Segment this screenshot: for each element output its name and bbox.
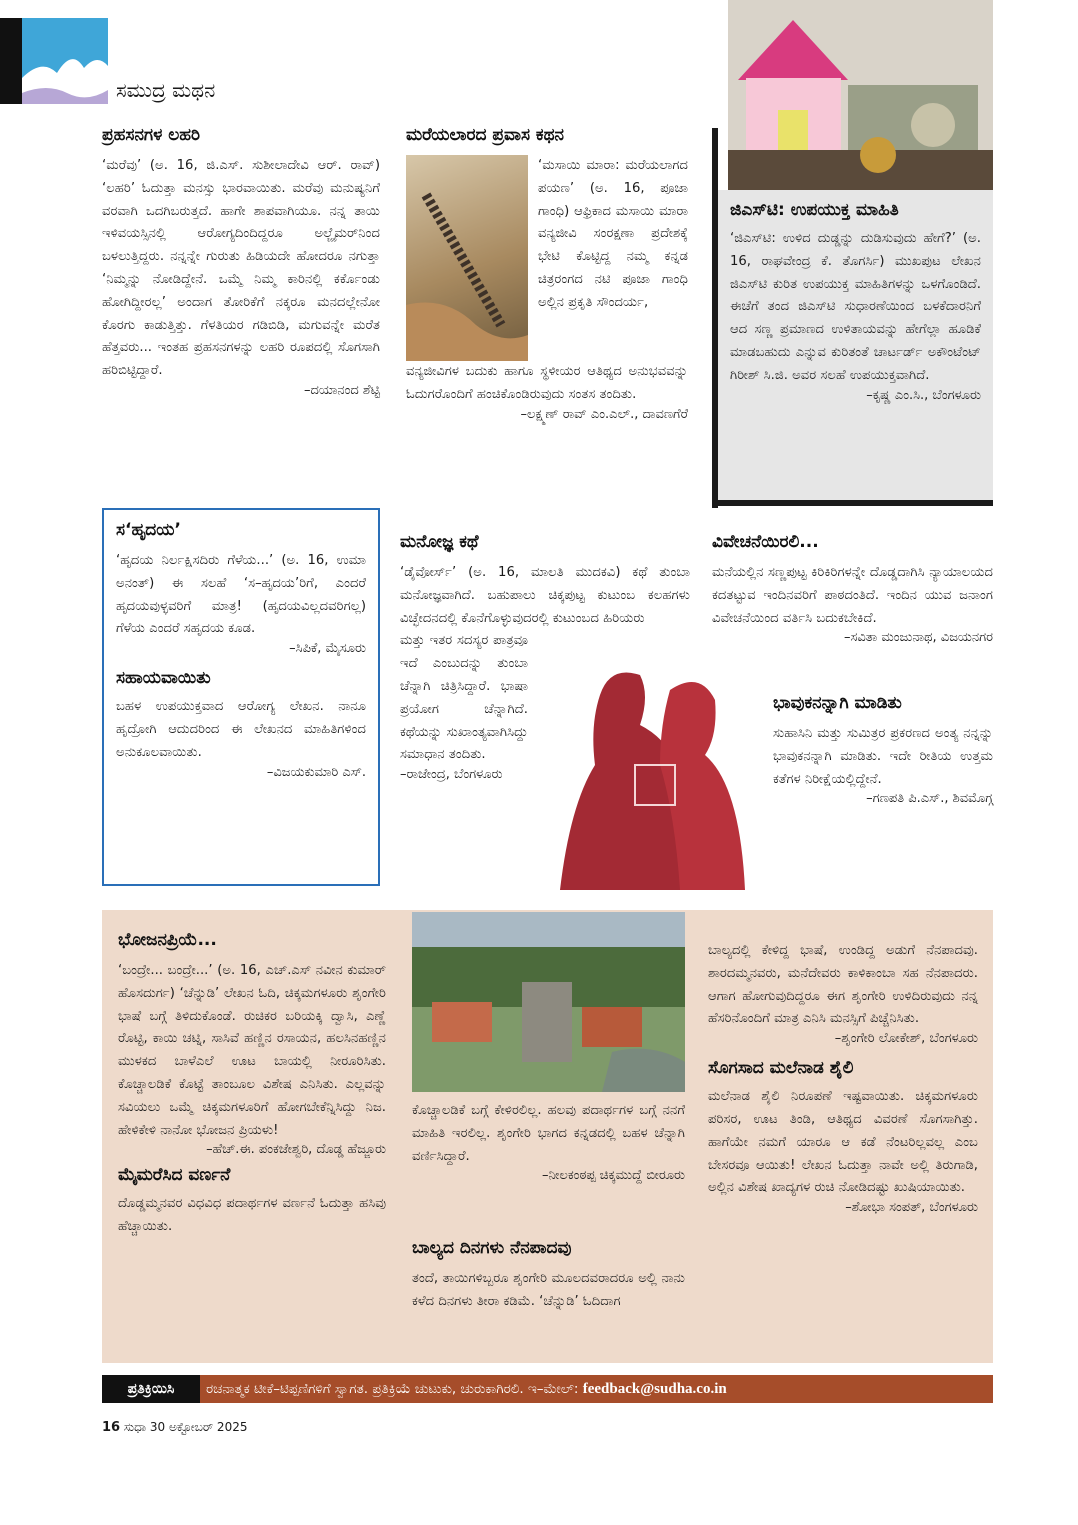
letter-signature: –ಶೋಭಾ ಸಂಪತ್, ಬೆಂಗಳೂರು bbox=[845, 1200, 978, 1216]
letter-heading: ಭೋಜನಪ್ರಿಯೆ... bbox=[118, 930, 217, 950]
letter-heading: ಮನೋಜ್ಞ ಕಥೆ bbox=[400, 532, 479, 552]
letter-signature: –ರಾಜೇಂದ್ರ, ಬೆಂಗಳೂರು bbox=[400, 767, 503, 783]
section-logo bbox=[22, 18, 108, 104]
letter-heading: ಮೈಮರೆಸಿದ ವರ್ಣನೆ bbox=[118, 1165, 231, 1186]
letter-signature: –ಗಣಪತಿ ಪಿ.ಎಸ್., ಶಿವಮೊಗ್ಗ bbox=[866, 791, 993, 807]
letter-signature: –ಕೃಷ್ಣ ಎಂ.ಸಿ., ಬೆಂಗಳೂರು bbox=[866, 387, 981, 403]
letter-heading: ಭಾವುಕನನ್ನಾಗಿ ಮಾಡಿತು bbox=[773, 693, 902, 713]
wave-icon bbox=[22, 18, 108, 104]
letter-balya-continued bbox=[708, 940, 978, 1215]
section-title: ಸಮುದ್ರ ಮಥನ bbox=[116, 78, 216, 102]
letter-heading: ಮರೆಯಲಾರದ ಪ್ರವಾಸ ಕಥನ bbox=[406, 125, 565, 145]
letter-body: ತಂದೆ, ತಾಯಿಗಳಿಬ್ಬರೂ ಶೃಂಗೇರಿ ಮೂಲದವರಾದರೂ ಅಲ್ಲಿ ನಾನು ಕಳೆದ ದಿನಗಳು ತೀರಾ ಕಡಿಮೆ. ‘ಚೆನ್ನುಡಿ’ ಓದಿದಾಗ bbox=[412, 1271, 685, 1309]
feedback-label: ಪ್ರತಿಕ್ರಿಯಿಸಿ bbox=[102, 1375, 200, 1403]
letter-body: ಬಾಲ್ಯದಲ್ಲಿ ಕೇಳಿದ್ದ ಭಾಷೆ, ಉಂಡಿದ್ದ ಅಡುಗೆ ನೆನಪಾದವು. ಶಾರದಮ್ಮನವರು, ಮನೆದೇವರು ಕಾಳಿಕಾಂಬಾ ಸಹ ನೆನಪಾದರು. ಆಗಾಗ ಹೋಗುವುದಿದ್ದರೂ ಈಗ ಶೃಂಗೇರಿ ಉಳಿದಿರುವುದು ನನ್ನ ಹೆಸರಿನೊಂದಿಗೆ ಮಾತ್ರ ಎನಿಸಿ ಮನಸ್ಸಿಗೆ ಪಿಚ್ಚೆನಿಸಿತು. bbox=[708, 943, 978, 1027]
letter-body: ಸುಹಾಸಿನಿ ಮತ್ತು ಸುಮಿತ್ರರ ಪ್ರಕರಣದ ಅಂತ್ಯ ನನ್ನನ್ನು ಭಾವುಕನನ್ನಾಗಿ ಮಾಡಿತು. ಇದೇ ರೀತಿಯ ಉತ್ತಮ ಕತೆಗಳ ನಿರೀಕ್ಷೆಯಲ್ಲಿದ್ದೇನೆ. bbox=[773, 726, 993, 787]
letter-body: ಬಹಳ ಉಪಯುಕ್ತವಾದ ಆರೋಗ್ಯ ಲೇಖನ. ನಾನೂ ಹೃದ್ರೋಗಿ ಆದುದರಿಂದ ಈ ಲೇಖನದ ಮಾಹಿತಿಗಳಿಂದ ಅನುಕೂಲವಾಯಿತು. bbox=[116, 699, 366, 760]
letter-viveka bbox=[712, 532, 993, 645]
letter-body: ಮನೆಯಲ್ಲಿನ ಸಣ್ಣಪುಟ್ಟ ಕಿರಿಕಿರಿಗಳನ್ನೇ ದೊಡ್ಡದಾಗಿಸಿ ನ್ಯಾಯಾಲಯದ ಕದತಟ್ಟುವ ಇಂದಿನವರಿಗೆ ಪಾಠದಂತಿದೆ. ಇಂದಿನ ಯುವ ಜನಾಂಗ ವಿವೇಚನೆಯಿಂದ ವರ್ತಿಸಿ ಬದುಕಬೇಕಿದೆ. bbox=[712, 565, 993, 626]
letter-body: ‘ಜಿಎಸ್‌ಟಿ: ಉಳಿದ ದುಡ್ಡನ್ನು ದುಡಿಸುವುದು ಹೇಗೆ?’ (ಅ. 16, ರಾಘವೇಂದ್ರ ಕೆ. ತೊಗರ್ಸಿ) ಮುಖಪುಟ ಲೇಖನ ಜಿಎಸ್‌ಟಿ ಕುರಿತ ಉಪಯುಕ್ತ ಮಾಹಿತಿಗಳನ್ನು ಒಳಗೊಂಡಿದೆ. ಈಚೆಗೆ ತಂದ ಜಿಎಸ್‌ಟಿ ಸುಧಾರಣೆಯಿಂದ ಬಳಕೆದಾರನಿಗೆ ಆದ ಸಣ್ಣ ಪ್ರಮಾಣದ ಉಳಿತಾಯವನ್ನು ಹೇಗೆಲ್ಲಾ ಹೂಡಿಕೆ ಮಾಡಬಹುದು ಎನ್ನುವ ಕುರಿತಂತೆ ಚಾರ್ಟರ್ಡ್ ಅಕೌಂಟೆಂಟ್ ಗಿರೀಶ್ ಸಿ.ಜಿ. ಅವರ ಸಲಹೆ ಉಪಯುಕ್ತವಾಗಿದೆ. bbox=[730, 231, 981, 383]
letter-body: ಮಲೆನಾಡ ಶೈಲಿ ನಿರೂಪಣೆ ಇಷ್ಟವಾಯಿತು. ಚಿಕ್ಕಮಗಳೂರು ಪರಿಸರ, ಊಟ ತಿಂಡಿ, ಆತಿಥ್ಯದ ವಿವರಣೆ ಸೊಗಸಾಗಿತ್ತು. ಹಾಗೆಯೇ ನಮಗೆ ಯಾರೂ ಆ ಕಡೆ ನೆಂಟರಿಲ್ಲವಲ್ಲ ಎಂಬ ಬೇಸರವೂ ಆಯಿತು! ಲೇಖನ ಓದುತ್ತಾ ನಾವೇ ಅಲ್ಲಿ ತಿರುಗಾಡಿ, ಅಲ್ಲಿನ ವಿಶೇಷ ಖಾದ್ಯಗಳ ರುಚಿ ನೋಡಿದಷ್ಟು ಖುಷಿಯಾಯಿತು. bbox=[708, 1089, 978, 1196]
letter-signature: –ಹೆಚ್.ಈ. ಪಂಕಜೇಶ್ವರಿ, ದೊಡ್ಡ ಹೆಜ್ಜೂರು bbox=[206, 1142, 386, 1158]
letter-signature: –ಸಿಪಿಕೆ, ಮೈಸೂರು bbox=[289, 641, 366, 657]
letter-heading: ಸ‘ಹೃದಯ’ bbox=[116, 520, 181, 540]
wildebeest-photo bbox=[406, 155, 528, 361]
page-footer bbox=[102, 1420, 247, 1435]
couple-illustration bbox=[540, 655, 755, 890]
letter-signature: –ಲಕ್ಷ್ಮಣ್ ರಾವ್ ಎಂ.ಎಲ್., ದಾವಣಗೆರೆ bbox=[520, 406, 688, 422]
letter-body: ‘ಬಂದ್ರೇ... ಬಂದ್ರೇ...’ (ಅ. 16, ಎಚ್.ಎಸ್ ನವೀನ ಕುಮಾರ್ ಹೊಸದುರ್ಗ) ‘ಚೆನ್ನುಡಿ’ ಲೇಖನ ಓದಿ, ಚಿಕ್ಕಮಗಳೂರು ಶೃಂಗೇರಿ ಭಾಷೆ ಬಗ್ಗೆ ತಿಳಿದುಕೊಂಡೆ. ರುಚಿಕರ ಬರಿಯಕ್ಕಿ ದ್ವಾಸಿ, ಎಣ್ಣೆ ರೊಟ್ಟಿ, ಕಾಯಿ ಚಟ್ನಿ, ಸಾಸಿವೆ ಹಣ್ಣಿನ ರಸಾಯನ, ಹಲಸಿನಹಣ್ಣಿನ ಮುಳಕದ ಬಾಳೆಎಲೆ ಊಟ ಬಾಯಲ್ಲಿ ನೀರೂರಿಸಿತು. ಕೊಚ್ಚಾಲಡಿಕೆ ಕೊಟ್ಟೆ ತಾಂಬೂಲ ವಿಶೇಷ ಎನಿಸಿತು. ಎಲ್ಲವನ್ನು ಸವಿಯಲು ಒಮ್ಮೆ ಚಿಕ್ಕಮಗಳೂರಿಗೆ ಹೋಗಬೇಕೆನ್ನಿಸಿದ್ದು ನಿಜ. ಹೇಳಿಕೇಳಿ ನಾನೋ ಭೋಜನ ಪ್ರಿಯಳು! bbox=[118, 963, 386, 1138]
letter-body-continued: ವನ್ಯಜೀವಿಗಳ ಬದುಕು ಹಾಗೂ ಸ್ಥಳೀಯರ ಆತಿಥ್ಯದ ಅನುಭವವನ್ನು ಓದುಗರೊಂದಿಗೆ ಹಂಚಿಕೊಂಡಿರುವುದು ಸಂತಸ ತಂದಿತು. bbox=[406, 364, 688, 402]
letter-heading: ಸೊಗಸಾದ ಮಲೆನಾಡ ಶೈಲಿ bbox=[708, 1058, 854, 1079]
letter-heading: ಬಾಲ್ಯದ ದಿನಗಳು ನೆನಪಾದವು bbox=[412, 1238, 572, 1258]
letter-heading: ವಿವೇಚನೆಯಿರಲಿ... bbox=[712, 532, 819, 552]
letter-body: ‘ಹೃದಯ ನಿರ್ಲಕ್ಷಿಸದಿರು ಗೆಳೆಯ...’ (ಅ. 16, ಉಮಾ ಅನಂತ್) ಈ ಸಲಹೆ ‘ಸ–ಹೃದಯ’ರಿಗೆ, ಎಂದರೆ ಹೃದಯವುಳ್ಳವರಿಗೆ ಮಾತ್ರ! (ಹೃದಯವಿಲ್ಲದವರಿಗಲ್ಲ) ಗೆಳೆಯ ಎಂದರೆ ಸಹೃದಯ ಕೂಡ. bbox=[116, 553, 366, 637]
river-crossing-illustration bbox=[406, 155, 528, 361]
letter-balya bbox=[412, 1238, 685, 1314]
letter-pravasa bbox=[406, 125, 688, 422]
couple-silhouette-illustration bbox=[540, 655, 755, 890]
letter-gst bbox=[718, 190, 993, 500]
letter-heading: ಸಹಾಯವಾಯಿತು bbox=[116, 668, 211, 689]
magazine-issue: ಸುಧಾ 30 ಅಕ್ಟೋಬರ್ 2025 bbox=[123, 1420, 248, 1434]
page-number: 16 bbox=[102, 1420, 121, 1435]
sringeri-photo bbox=[412, 912, 685, 1092]
letter-body-side: ಮತ್ತು ಇತರ ಸದಸ್ಯರ ಪಾತ್ರವೂ ಇದೆ ಎಂಬುದನ್ನು ತುಂಬಾ ಚೆನ್ನಾಗಿ ಚಿತ್ರಿಸಿದ್ದಾರೆ. ಭಾಷಾ ಪ್ರಯೋಗ ಚೆನ್ನಾಗಿದೆ. ಕಥೆಯನ್ನು ಸುಖಾಂತ್ಯವಾಗಿಸಿದ್ದು ಸಮಾಧಾನ ತಂದಿತು. bbox=[400, 633, 528, 763]
sahrudaya-box bbox=[102, 508, 380, 886]
letter-bhojana bbox=[118, 930, 386, 1239]
letter-heading: ಪ್ರಹಸನಗಳ ಲಹರಿ bbox=[102, 125, 201, 145]
house-money-photo bbox=[728, 0, 993, 190]
letter-signature: –ವಿಜಯಕುಮಾರಿ ಎಸ್. bbox=[266, 764, 366, 780]
letter-prahasana bbox=[102, 125, 380, 398]
header-bar bbox=[0, 18, 22, 104]
letter-body: ‘ಡೈವೋರ್ಸ್’ (ಅ. 16, ಮಾಲತಿ ಮುದಕವಿ) ಕಥೆ ತುಂಬಾ ಮನೋಜ್ಞವಾಗಿದೆ. ಬಹುಪಾಲು ಚಿಕ್ಕಪುಟ್ಟ ಕುಟುಂಬ ಕಲಹಗಳು ವಿಚ್ಛೇದನದಲ್ಲಿ ಕೊನೆಗೊಳ್ಳುವುದರಲ್ಲಿ ಕುಟುಂಬದ ಹಿರಿಯರು bbox=[400, 565, 690, 626]
letter-body: ‘ಮರೆವು’ (ಅ. 16, ಜಿ.ಎಸ್. ಸುಶೀಲಾದೇವಿ ಆರ್. ರಾವ್) ‘ಲಹರಿ’ ಓದುತ್ತಾ ಮನಸ್ಸು ಭಾರವಾಯಿತು. ಮರೆವು ಮನುಷ್ಯನಿಗೆ ವರವಾಗಿ ಒದಗಿಬರುತ್ತದೆ. ಹಾಗೇ ಶಾಪವಾಗಿಯೂ. ನನ್ನ ತಾಯಿ ಇಳಿವಯಸ್ಸಿನಲ್ಲಿ ಆರೋಗ್ಯದಿಂದಿದ್ದರೂ ಅಲ್ಜೈಮರ್‌ನಿಂದ ಬಳಲುತ್ತಿದ್ದರು. ನನ್ನನ್ನೇ ಗುರುತು ಹಿಡಿಯದೇ ಹೋದರೂ ನಗುತ್ತಾ ‘ನಿಮ್ಮನ್ನು ನೋಡಿದ್ದೇನೆ. ಒಮ್ಮೆ ನಿಮ್ಮ ಕಾರಿನಲ್ಲಿ ಕರ್ಕೊಂಡು ಹೋಗಿದ್ದೀರಲ್ಲ’ ಅಂದಾಗ ತೋರಿಕೆಗೆ ನಕ್ಕರೂ ಮನದಲ್ಲೇನೋ ಕೊರಗು ಕಾಡುತ್ತಿತ್ತು. ಗೆಳತಿಯರ ಗಡಿಬಿಡಿ, ಮಗುವನ್ನೇ ಮರೆತ ಹೆತ್ತವರು... ಇಂತಹ ಪ್ರಹಸನಗಳನ್ನು ಲಹರಿ ರೂಪದಲ್ಲಿ ಸೊಗಸಾಗಿ ಹರಿಬಿಟ್ಟಿದ್ದಾರೆ. bbox=[102, 158, 380, 379]
house-and-banknote-illustration bbox=[728, 0, 993, 190]
letter-signature: –ಶೃಂಗೇರಿ ಲೋಕೇಶ್, ಬೆಂಗಳೂರು bbox=[834, 1031, 978, 1047]
letter-signature: –ದಯಾನಂದ ಶೆಟ್ಟಿ bbox=[304, 382, 380, 398]
letter-bhavuka bbox=[773, 693, 993, 806]
town-aerial-illustration bbox=[412, 912, 685, 1092]
gst-box-border-bottom bbox=[712, 500, 993, 506]
feedback-message: ರಚನಾತ್ಮಕ ಟೀಕೆ–ಟಿಪ್ಪಣಿಗಳಿಗೆ ಸ್ವಾಗತ. ಪ್ರತಿಕ್ರಿಯೆ ಚುಟುಕು, ಚುರುಕಾಗಿರಲಿ. ಇ–ಮೇಲ್: bbox=[206, 1381, 579, 1397]
letter-body: ‘ಮಸಾಯಿ ಮಾರಾ: ಮರೆಯಲಾಗದ ಪಯಣ’ (ಅ. 16, ಪೂಜಾ ಗಾಂಧಿ) ಆಫ್ರಿಕಾದ ಮಸಾಯಿ ಮಾರಾ ವನ್ಯಜೀವಿ ಸಂರಕ್ಷಣಾ ಪ್ರದೇಶಕ್ಕೆ ಭೇಟಿ ಕೊಟ್ಟಿದ್ದ ನಮ್ಮ ಕನ್ನಡ ಚಿತ್ರರಂಗದ ನಟಿ ಪೂಜಾ ಗಾಂಧಿ ಅಲ್ಲಿನ ಪ್ರಕೃತಿ ಸೌಂದರ್ಯ, bbox=[538, 158, 688, 310]
letter-signature: –ನೀಲಕಂಠಪ್ಪ ಚಿಕ್ಕಮುದ್ದೆ ಬೀರೂರು bbox=[541, 1168, 685, 1184]
feedback-email-link[interactable]: feedback@sudha.co.in bbox=[582, 1381, 727, 1397]
letter-body: ಕೊಚ್ಚಾಲಡಿಕೆ ಬಗ್ಗೆ ಕೇಳಿರಲಿಲ್ಲ. ಹಲವು ಪದಾರ್ಥಗಳ ಬಗ್ಗೆ ನನಗೆ ಮಾಹಿತಿ ಇರಲಿಲ್ಲ. ಶೃಂಗೇರಿ ಭಾಗದ ಕನ್ನಡದಲ್ಲಿ ಬಹಳ ಚೆನ್ನಾಗಿ ವರ್ಣಿಸಿದ್ದಾರೆ. bbox=[412, 1103, 685, 1164]
letter-signature: –ಸವಿತಾ ಮಂಜುನಾಥ, ವಿಜಯನಗರ bbox=[843, 630, 993, 646]
feedback-text bbox=[206, 1375, 727, 1403]
letter-body: ದೊಡ್ಡಮ್ಮನವರ ವಿಧವಿಧ ಪದಾರ್ಥಗಳ ವರ್ಣನೆ ಓದುತ್ತಾ ಹಸಿವು ಹೆಚ್ಚಾಯಿತು. bbox=[118, 1196, 386, 1235]
letter-kochhal bbox=[412, 1100, 685, 1183]
letter-heading: ಜಿಎಸ್‌ಟಿ: ಉಪಯುಕ್ತ ಮಾಹಿತಿ bbox=[730, 200, 899, 220]
